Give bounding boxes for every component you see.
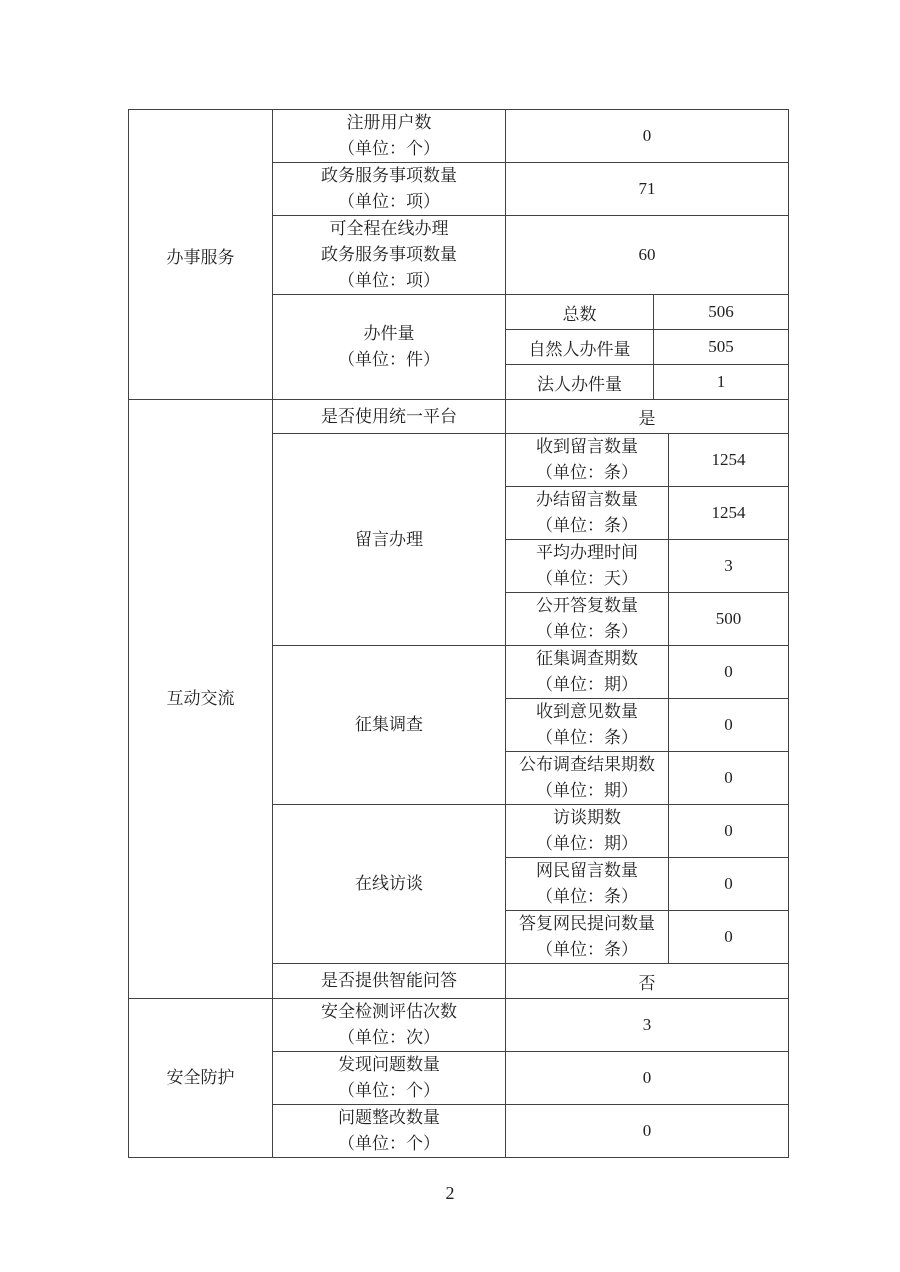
submetric-label-cell	[506, 487, 669, 540]
category-label: 办事服务	[166, 248, 235, 267]
submetric-label-cell: 总数	[506, 295, 654, 330]
metric-label-line: 是否使用统一平台	[321, 406, 457, 426]
submetric-label-cell	[506, 858, 669, 911]
metric-value-cell: 0	[669, 699, 789, 752]
submetric-label-cell	[506, 646, 669, 699]
submetric-unit-line: （单位：期）	[536, 834, 638, 853]
metric-label-line: 政务服务事项数量	[321, 166, 457, 185]
submetric-label-line: 公布调查结果期数	[519, 755, 655, 774]
group-label-line: 留言办理	[355, 529, 423, 549]
submetric-unit-line: （单位：期）	[536, 675, 638, 694]
metric-label-cell	[273, 1105, 506, 1158]
submetric-unit-line: （单位：条）	[536, 463, 638, 482]
group-label-cell-zhengji	[273, 646, 506, 805]
submetric-label-cell	[506, 593, 669, 646]
category-cell-anquan	[129, 999, 273, 1158]
table-row	[129, 400, 789, 434]
report-table	[128, 109, 789, 1158]
metric-value-cell: 是	[506, 400, 789, 434]
metric-value-cell: 1	[654, 365, 789, 400]
category-cell-banshi	[129, 110, 273, 400]
metric-label-line: 发现问题数量	[338, 1055, 440, 1074]
metric-value-cell: 0	[669, 911, 789, 964]
metric-value-cell: 0	[669, 858, 789, 911]
submetric-label-cell	[506, 540, 669, 593]
metric-label-cell	[273, 216, 506, 295]
metric-value-cell: 506	[654, 295, 789, 330]
metric-label-cell	[273, 110, 506, 163]
submetric-unit-line: （单位：条）	[536, 622, 638, 641]
metric-value-cell: 0	[506, 1052, 789, 1105]
metric-value-cell: 0	[669, 805, 789, 858]
submetric-label-line: 公开答复数量	[536, 596, 638, 615]
category-cell-hudong	[129, 400, 273, 999]
table-row	[129, 999, 789, 1052]
metric-value-cell: 3	[506, 999, 789, 1052]
submetric-label-line: 收到留言数量	[536, 437, 638, 456]
submetric-label-line: 网民留言数量	[536, 861, 638, 880]
table-row	[129, 110, 789, 163]
group-label-cell-zaixian	[273, 805, 506, 964]
group-label-line: 办件量	[363, 324, 415, 343]
metric-label-cell	[273, 163, 506, 216]
submetric-label-cell: 自然人办件量	[506, 330, 654, 365]
metric-value-cell: 0	[669, 646, 789, 699]
metric-label-line: 问题整改数量	[338, 1108, 440, 1127]
submetric-label-cell: 法人办件量	[506, 365, 654, 400]
metric-label-line: 是否提供智能问答	[321, 971, 457, 990]
metric-unit-line: （单位：项）	[338, 271, 440, 290]
group-label-line: 在线访谈	[355, 874, 423, 893]
submetric-unit-line: （单位：条）	[536, 887, 638, 906]
metric-value-cell: 否	[506, 964, 789, 999]
submetric-label-cell	[506, 805, 669, 858]
submetric-unit-line: （单位：条）	[536, 728, 638, 747]
metric-unit-line: （单位：个）	[338, 1134, 440, 1153]
submetric-label-cell	[506, 752, 669, 805]
submetric-label-line: 征集调查期数	[536, 649, 638, 668]
page-number: 2	[445, 1183, 455, 1203]
category-label: 安全防护	[166, 1068, 235, 1087]
metric-unit-line: （单位：次）	[338, 1028, 440, 1047]
submetric-label-line: 办结留言数量	[536, 490, 638, 509]
metric-label-line: 安全检测评估次数	[321, 1002, 457, 1021]
metric-value-cell: 0	[506, 1105, 789, 1158]
group-label-line: 征集调查	[355, 715, 423, 734]
metric-label-cell	[273, 400, 506, 434]
metric-label-cell	[273, 1052, 506, 1105]
group-label-cell-liuyan	[273, 434, 506, 646]
submetric-label-line: 答复网民提问数量	[519, 914, 655, 933]
submetric-label-cell	[506, 699, 669, 752]
metric-label-line: 政务服务事项数量	[321, 245, 457, 264]
metric-value-cell: 1254	[669, 487, 789, 540]
metric-label-line: 注册用户数	[346, 113, 432, 132]
metric-label-cell	[273, 964, 506, 999]
metric-value-cell: 1254	[669, 434, 789, 487]
submetric-label-line: 访谈期数	[553, 808, 621, 827]
metric-value-cell: 71	[506, 163, 789, 216]
group-unit-line: （单位：件）	[338, 350, 440, 369]
submetric-unit-line: （单位：条）	[536, 516, 638, 535]
metric-value-cell: 505	[654, 330, 789, 365]
submetric-unit-line: （单位：期）	[536, 781, 638, 800]
metric-unit-line: （单位：个）	[338, 139, 440, 158]
metric-value-cell: 0	[506, 110, 789, 163]
submetric-unit-line: （单位：条）	[536, 940, 638, 959]
group-label-cell-banjianliang	[273, 295, 506, 400]
metric-unit-line: （单位：个）	[338, 1081, 440, 1100]
metric-label-line: 可全程在线办理	[329, 219, 449, 238]
submetric-label-cell	[506, 911, 669, 964]
metric-value-cell: 500	[669, 593, 789, 646]
metric-value-cell: 0	[669, 752, 789, 805]
category-label: 互动交流	[166, 689, 235, 708]
submetric-label-cell	[506, 434, 669, 487]
metric-value-cell: 3	[669, 540, 789, 593]
submetric-label-line: 平均办理时间	[536, 543, 638, 562]
submetric-label-line: 收到意见数量	[536, 702, 638, 721]
metric-unit-line: （单位：项）	[338, 192, 440, 211]
metric-value-cell: 60	[506, 216, 789, 295]
metric-label-cell	[273, 999, 506, 1052]
submetric-unit-line: （单位：天）	[536, 569, 638, 588]
